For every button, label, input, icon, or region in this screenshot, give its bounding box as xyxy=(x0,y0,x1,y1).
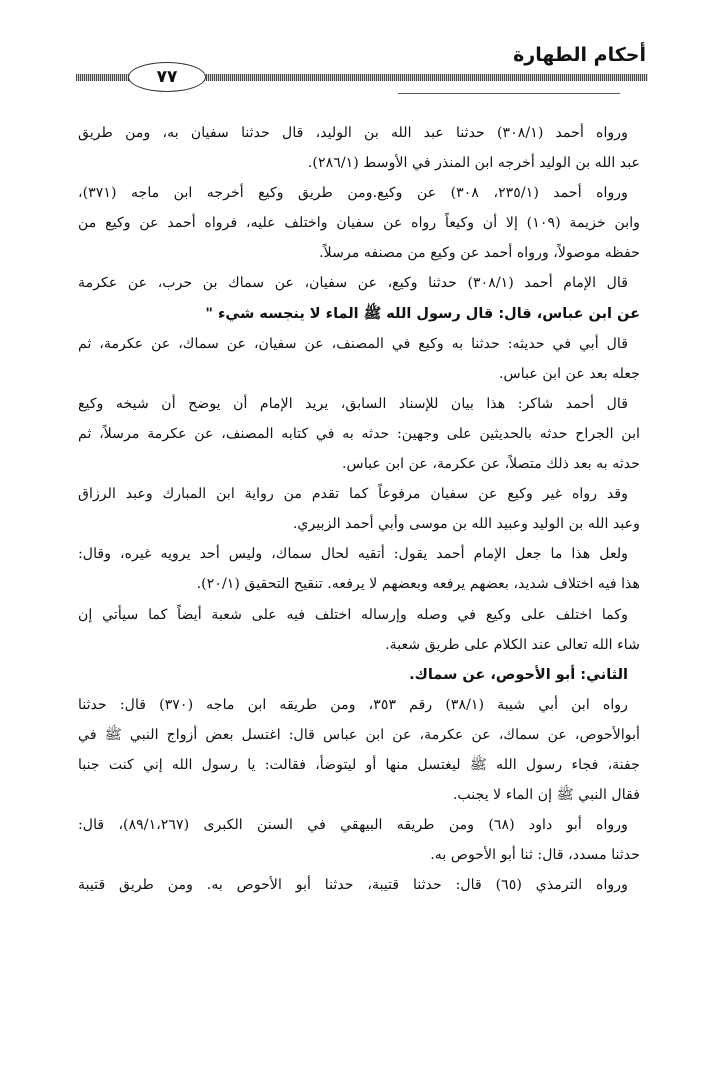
text-line: الثاني: أبو الأحوص، عن سماك. xyxy=(409,666,628,683)
text-line: جفنة، فجاء رسول الله ﷺ ليغتسل منها أو ليتوضأ، فقالت: يا رسول الله إني كنت جنبا xyxy=(78,756,640,773)
text-line: رواه ابن أبي شيبة (٣٨/١) رقم ٣٥٣، ومن طريقه ابن ماجه (٣٧٠) قال: حدثنا xyxy=(78,696,628,713)
text-line: وابن خزيمة (١٠٩) إلا أن وكيعاً رواه عن سفيان واختلف عليه، فرواه أحمد عن وكيع من xyxy=(78,215,640,232)
text-line: ابن الجراح حدثه بالحديثين على وجهين: حدثه به في كتابه المصنف، عن عكرمة مرسلاً، ثم xyxy=(78,425,640,442)
text-line: ولعل هذا ما جعل الإمام أحمد يقول: أتقيه لحال سماك، وليس أحد يرويه غيره، وقال: xyxy=(78,546,628,563)
text-line: حفظه موصولاً، ورواه أحمد عن وكيع من مصنفه مرسلاً. xyxy=(319,245,640,262)
text-line: ورواه أحمد (٣٠٨/١) حدثنا عبد الله بن الوليد، قال حدثنا سفيان به، ومن طريق xyxy=(78,125,628,141)
book-title: أحكام الطهارة xyxy=(513,44,646,66)
text-line: عن ابن عباس، قال: قال رسول الله ﷺ الماء لا ينجسه شيء " xyxy=(205,305,640,322)
text-line: جعله بعد عن ابن عباس. xyxy=(498,365,640,382)
text-line: وقد رواه غير وكيع عن سفيان مرفوعاً كما تقدم من رواية ابن المبارك وعبد الرزاق xyxy=(78,486,628,503)
text-line: وعبد الله بن الوليد وعبيد الله بن موسى وأبي أحمد الزبيري. xyxy=(292,516,640,533)
page-header xyxy=(76,40,648,100)
text-line: شاء الله تعالى عند الكلام على طريق شعبة. xyxy=(385,636,640,653)
text-line: قال أحمد شاكر: هذا بيان للإسناد السابق، يريد الإمام أن يوضح أن شيخه وكيع xyxy=(78,395,628,412)
text-line: قال الإمام أحمد (٣٠٨/١) حدثنا وكيع، عن سفيان، عن سماك بن حرب، عن عكرمة xyxy=(78,275,629,292)
text-line: قال أبي في حديثه: حدثنا به وكيع في المصنف، عن سفيان، عن سماك، عن عكرمة، ثم xyxy=(78,335,628,352)
footnote-separator xyxy=(398,93,620,94)
text-line: حدثنا مسدد، قال: ثنا أبو الأحوص به. xyxy=(430,847,640,864)
text-line: ورواه أحمد (٢٣٥/١، ٣٠٨) عن وكيع.ومن طريق وكيع أخرجه ابن ماجه (٣٧١)، xyxy=(78,185,628,202)
text-line: أبوالأحوص، عن سماك، عن عكرمة، عن ابن عباس قال: اغتسل بعض أزواج النبي ﷺ في xyxy=(78,726,640,743)
page-number: ٧٧ xyxy=(128,62,206,92)
text-line: وكما اختلف على وكيع في وصله وإرساله اختلف فيه على شعبة أيضاً كما سيأتي إن xyxy=(78,606,628,623)
text-line: ورواه أبو داود (٦٨) ومن طريقه البيهقي في السنن الكبرى (٨٩/١،٢٦٧)، قال: xyxy=(78,817,628,834)
text-line: ورواه الترمذي (٦٥) قال: حدثنا قتيبة، حدثنا أبو الأحوص به. ومن طريق قتيبة xyxy=(78,877,628,894)
text-line: حدثه به بعد ذلك متصلاً، عن عكرمة، عن ابن عباس. xyxy=(341,456,640,473)
body-text xyxy=(78,118,640,900)
text-line: عبد الله بن الوليد أخرجه ابن المنذر في الأوسط (٢٨٦/١). xyxy=(307,155,640,172)
text-line: فقال النبي ﷺ إن الماء لا يجنب. xyxy=(452,787,640,804)
text-line: هذا فيه اختلاف شديد، بعضهم يرفعه وبعضهم لا يرفعه. تنقيح التحقيق (٢٠/١). xyxy=(196,576,640,593)
